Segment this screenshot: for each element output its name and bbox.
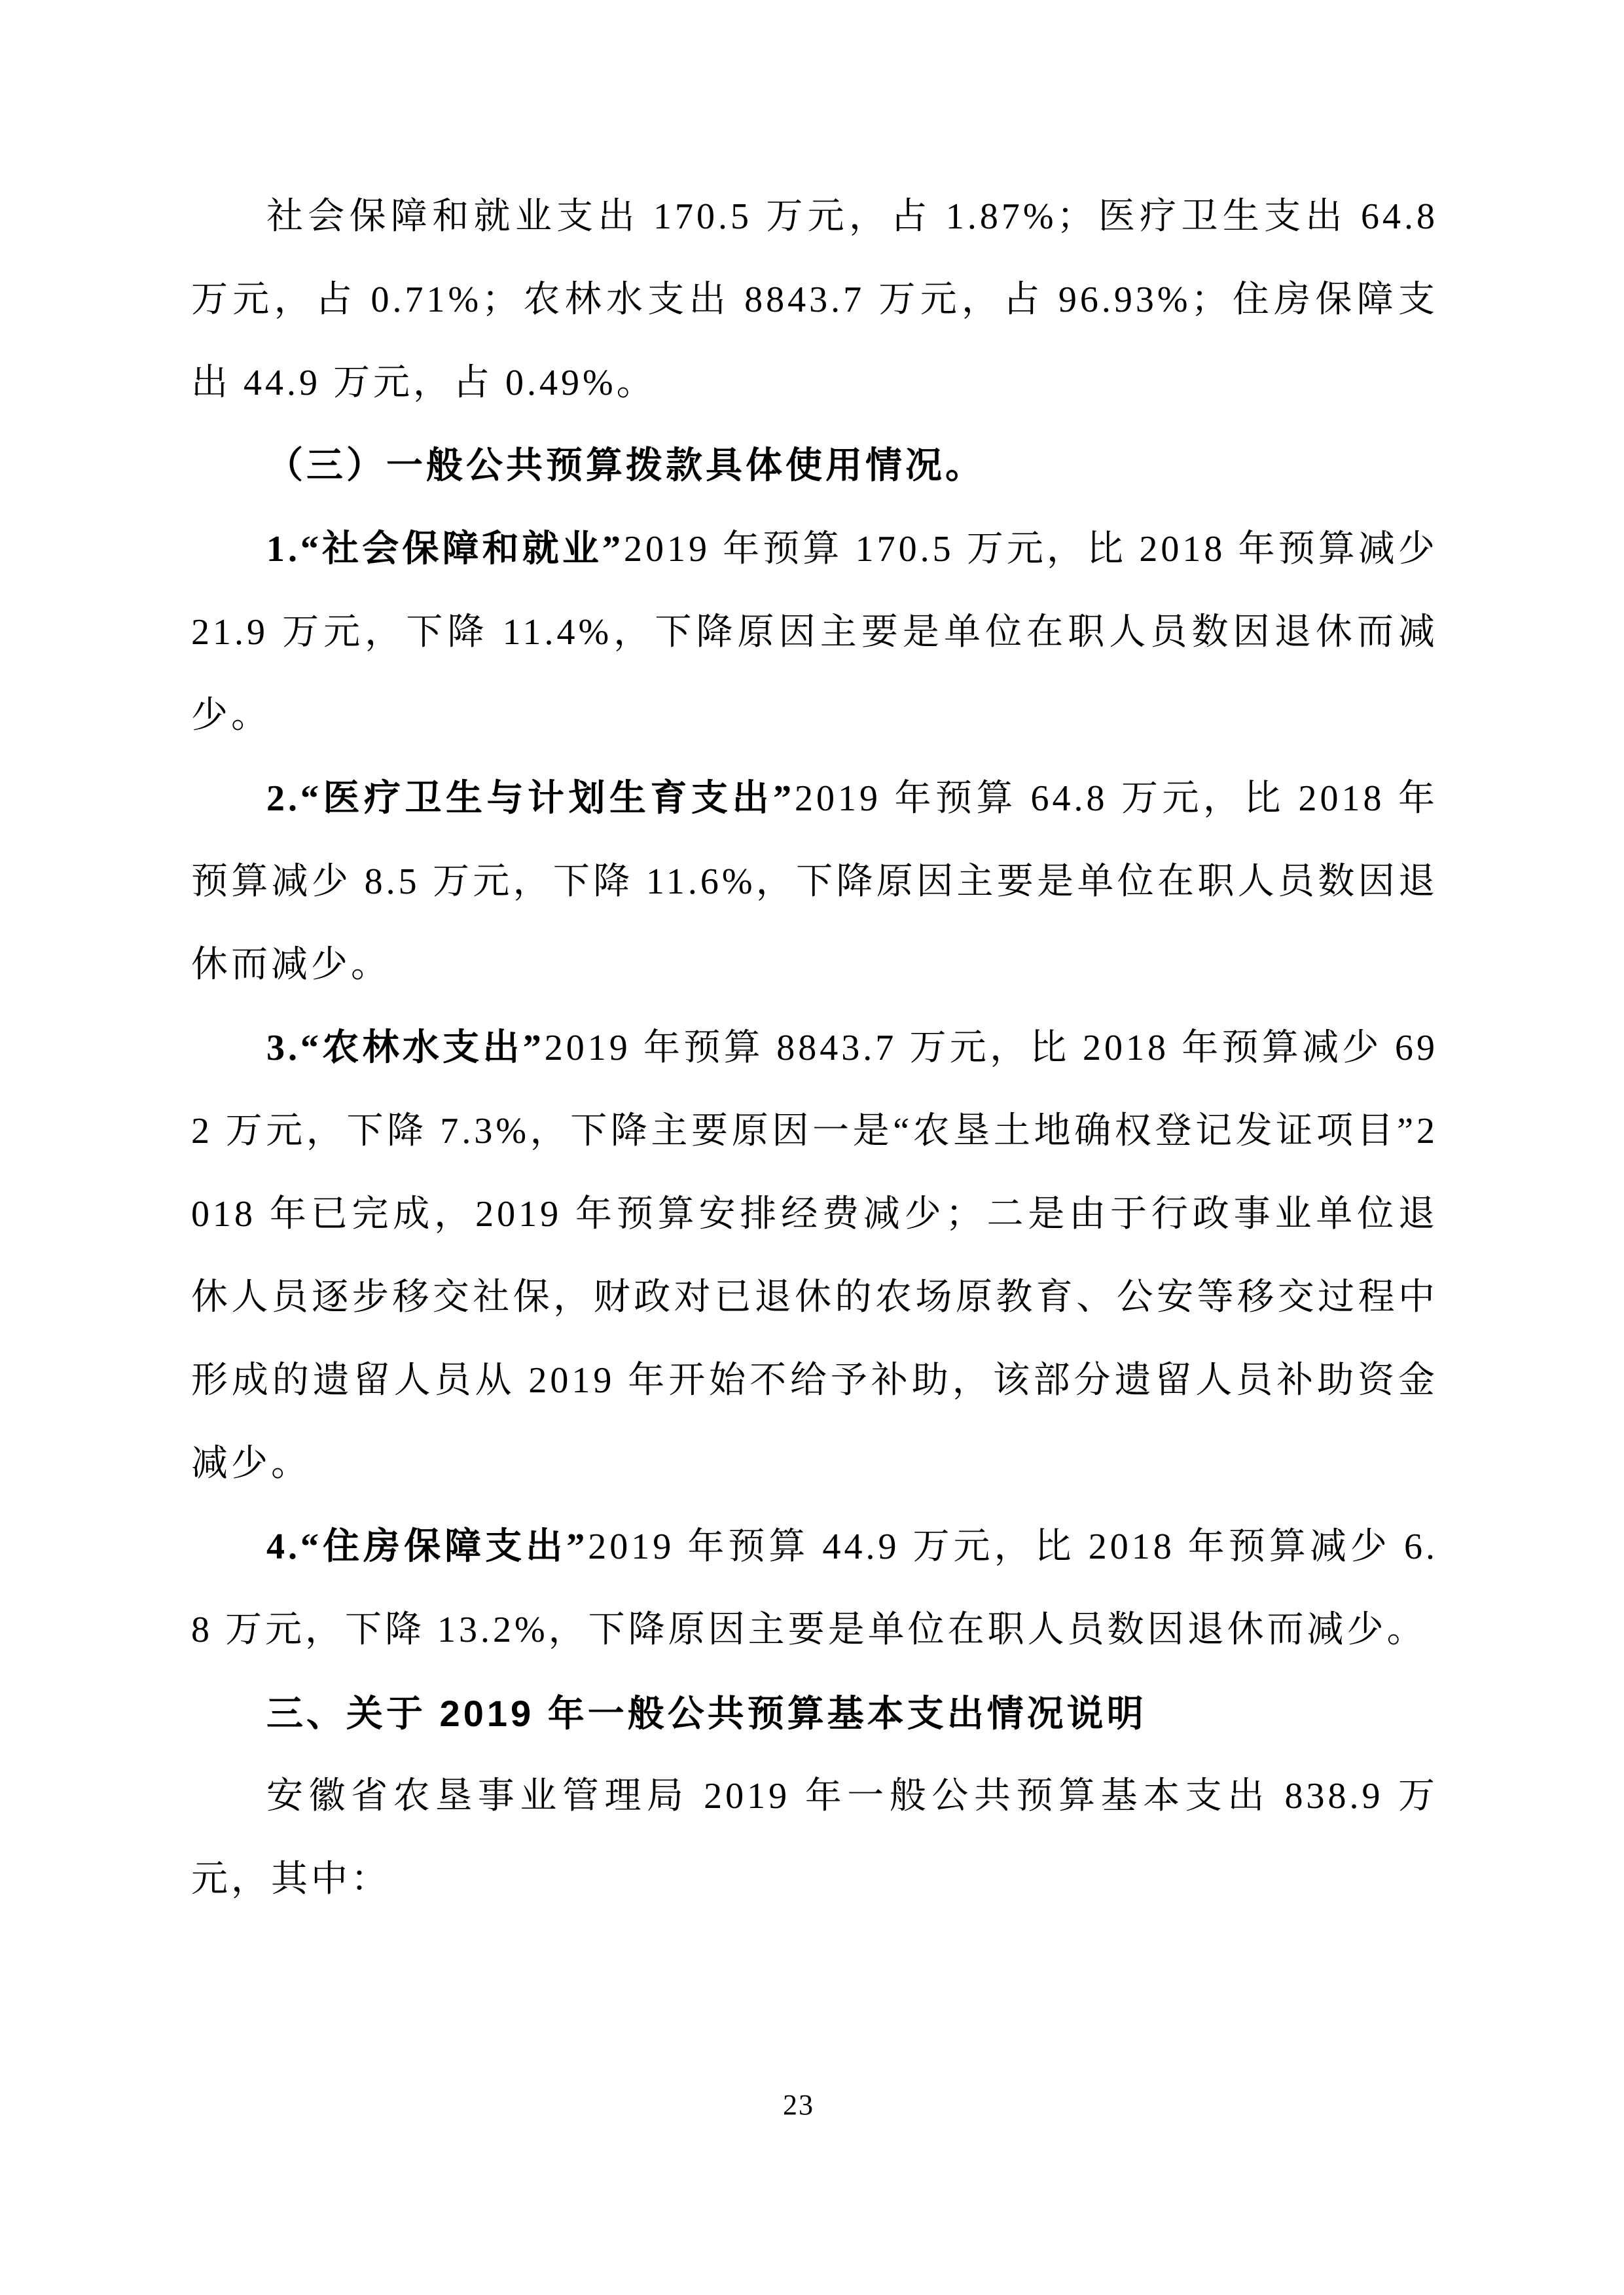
paragraph-item-3-agriculture-forestry-water <box>191 1007 1438 1506</box>
item-3-lead-bold: 3.“农林水支出” <box>266 1028 545 1068</box>
paragraph-appropriation-shares: 社会保障和就业支出 170.5 万元，占 1.87%；医疗卫生支出 64.8 万元，占 0.71%；农林水支出 8843.7 万元，占 96.93%；住房保障支出 44.9 万元，占 0.49%。 <box>191 196 1438 403</box>
paragraph-item-4-housing-security <box>191 1506 1438 1672</box>
item-3-body-text: 2019 年预算 8843.7 万元，比 2018 年预算减少 692 万元，下降 7.3%，下降主要原因一是“农垦土地确权登记发证项目”2018 年已完成，2019 年预算安排经费减少；二是由于行政事业单位退休人员逐步移交社保，财政对已退休的农场原教育、公安等移交过程中形成的遗留人员从 2019 年开始不给予补助，该部分遗留人员补助资金减少。 <box>191 1028 1438 1484</box>
paragraph-item-1-social-security <box>191 508 1438 757</box>
item-2-lead-bold: 2.“医疗卫生与计划生育支出” <box>266 778 795 819</box>
item-4-lead-bold: 4.“住房保障支出” <box>266 1527 588 1567</box>
item-4-body-text: 2019 年预算 44.9 万元，比 2018 年预算减少 6.8 万元，下降 13.2%，下降原因主要是单位在职人员数因退休而减少。 <box>191 1527 1439 1650</box>
heading-part-three-basic-expenditure: 三、关于 2019 年一般公共预算基本支出情况说明 <box>266 1693 1147 1734</box>
document-body <box>191 175 1438 1921</box>
heading-section-three-usage: （三）一般公共预算拨款具体使用情况。 <box>266 446 985 486</box>
paragraph-basic-expenditure-total: 安徽省农垦事业管理局 2019 年一般公共预算基本支出 838.9 万元，其中： <box>191 1776 1438 1900</box>
item-1-lead-bold: 1.“社会保障和就业” <box>266 529 624 569</box>
item-2-body-text: 2019 年预算 64.8 万元，比 2018 年预算减少 8.5 万元，下降 11.6%，下降原因主要是单位在职人员数因退休而减少。 <box>191 778 1438 985</box>
item-1-body-text: 2019 年预算 170.5 万元，比 2018 年预算减少 21.9 万元，下降 11.4%，下降原因主要是单位在职人员数因退休而减少。 <box>191 529 1438 736</box>
paragraph-item-2-medical-health <box>191 757 1438 1007</box>
page-number: 23 <box>783 2089 814 2121</box>
